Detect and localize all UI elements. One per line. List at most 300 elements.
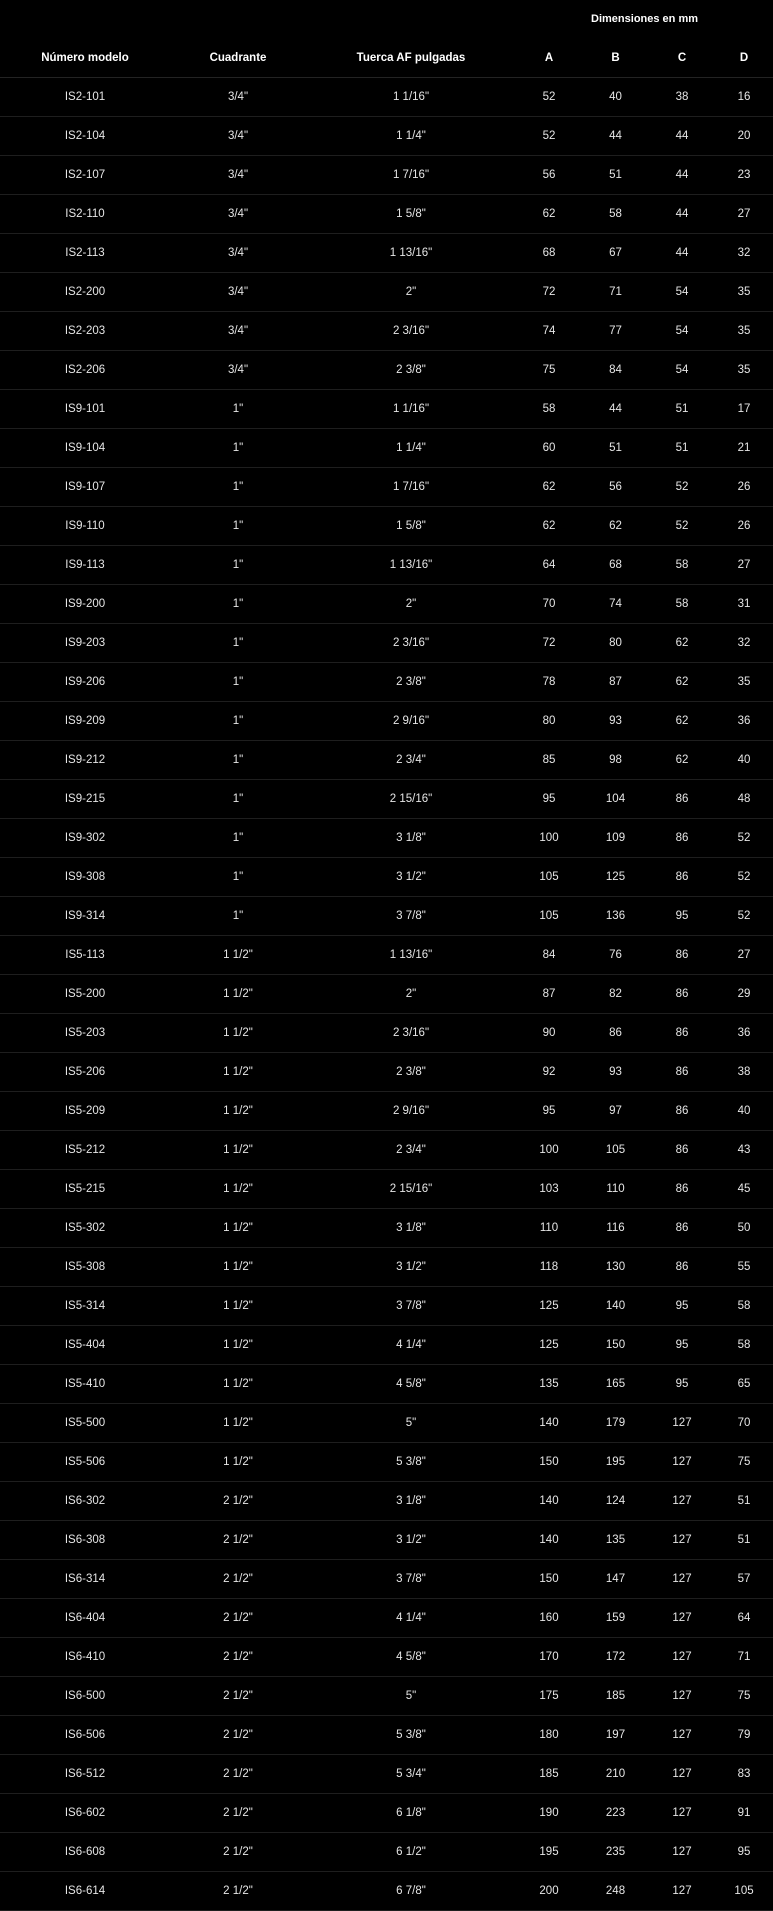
cell-cuadrante: 1" xyxy=(170,390,306,429)
cell-c: 58 xyxy=(649,585,715,624)
table-row xyxy=(0,117,773,156)
cell-model: IS6-512 xyxy=(0,1755,170,1794)
cell-tuerca: 1 5/8" xyxy=(306,195,516,234)
cell-c: 127 xyxy=(649,1443,715,1482)
cell-c: 86 xyxy=(649,858,715,897)
cell-tuerca: 3 1/8" xyxy=(306,1482,516,1521)
cell-c: 44 xyxy=(649,156,715,195)
cell-b: 210 xyxy=(582,1755,649,1794)
cell-a: 68 xyxy=(516,234,582,273)
cell-d: 95 xyxy=(715,1833,773,1872)
cell-b: 80 xyxy=(582,624,649,663)
cell-a: 62 xyxy=(516,468,582,507)
cell-b: 86 xyxy=(582,1014,649,1053)
cell-cuadrante: 1" xyxy=(170,702,306,741)
cell-cuadrante: 1 1/2" xyxy=(170,1287,306,1326)
cell-d: 57 xyxy=(715,1560,773,1599)
table-row xyxy=(0,1677,773,1716)
cell-cuadrante: 1 1/2" xyxy=(170,1092,306,1131)
cell-model: IS5-215 xyxy=(0,1170,170,1209)
cell-b: 93 xyxy=(582,702,649,741)
cell-c: 44 xyxy=(649,195,715,234)
cell-a: 118 xyxy=(516,1248,582,1287)
cell-d: 31 xyxy=(715,585,773,624)
cell-c: 54 xyxy=(649,312,715,351)
cell-model: IS9-302 xyxy=(0,819,170,858)
cell-tuerca: 5" xyxy=(306,1677,516,1716)
cell-a: 100 xyxy=(516,819,582,858)
table-header xyxy=(0,0,773,78)
cell-b: 125 xyxy=(582,858,649,897)
table-row xyxy=(0,1599,773,1638)
cell-b: 185 xyxy=(582,1677,649,1716)
cell-tuerca: 2" xyxy=(306,975,516,1014)
cell-d: 51 xyxy=(715,1482,773,1521)
cell-a: 62 xyxy=(516,507,582,546)
cell-b: 150 xyxy=(582,1326,649,1365)
cell-cuadrante: 1" xyxy=(170,663,306,702)
cell-model: IS2-206 xyxy=(0,351,170,390)
cell-model: IS5-506 xyxy=(0,1443,170,1482)
cell-cuadrante: 1 1/2" xyxy=(170,1443,306,1482)
cell-d: 32 xyxy=(715,624,773,663)
cell-tuerca: 1 13/16" xyxy=(306,546,516,585)
cell-model: IS5-203 xyxy=(0,1014,170,1053)
cell-a: 95 xyxy=(516,1092,582,1131)
cell-cuadrante: 1 1/2" xyxy=(170,1170,306,1209)
cell-a: 60 xyxy=(516,429,582,468)
cell-a: 62 xyxy=(516,195,582,234)
cell-a: 160 xyxy=(516,1599,582,1638)
cell-model: IS6-308 xyxy=(0,1521,170,1560)
cell-tuerca: 6 7/8" xyxy=(306,1872,516,1911)
cell-d: 105 xyxy=(715,1872,773,1911)
cell-d: 75 xyxy=(715,1677,773,1716)
cell-model: IS9-110 xyxy=(0,507,170,546)
cell-d: 43 xyxy=(715,1131,773,1170)
table-row xyxy=(0,1755,773,1794)
cell-cuadrante: 1 1/2" xyxy=(170,975,306,1014)
table-row xyxy=(0,1443,773,1482)
cell-tuerca: 3 7/8" xyxy=(306,1287,516,1326)
cell-d: 35 xyxy=(715,663,773,702)
cell-d: 65 xyxy=(715,1365,773,1404)
table-row xyxy=(0,1716,773,1755)
cell-model: IS5-314 xyxy=(0,1287,170,1326)
cell-d: 52 xyxy=(715,858,773,897)
cell-tuerca: 1 13/16" xyxy=(306,936,516,975)
cell-model: IS6-302 xyxy=(0,1482,170,1521)
cell-a: 70 xyxy=(516,585,582,624)
table-row xyxy=(0,156,773,195)
cell-c: 127 xyxy=(649,1794,715,1833)
cell-tuerca: 5 3/8" xyxy=(306,1716,516,1755)
table-row xyxy=(0,1638,773,1677)
cell-tuerca: 1 7/16" xyxy=(306,156,516,195)
cell-d: 35 xyxy=(715,351,773,390)
cell-a: 75 xyxy=(516,351,582,390)
cell-a: 175 xyxy=(516,1677,582,1716)
cell-model: IS9-113 xyxy=(0,546,170,585)
cell-a: 190 xyxy=(516,1794,582,1833)
cell-d: 23 xyxy=(715,156,773,195)
cell-cuadrante: 1" xyxy=(170,468,306,507)
cell-model: IS6-404 xyxy=(0,1599,170,1638)
cell-tuerca: 2 3/16" xyxy=(306,312,516,351)
col-header-cuadrante: Cuadrante xyxy=(170,38,306,78)
table-row xyxy=(0,1794,773,1833)
cell-a: 135 xyxy=(516,1365,582,1404)
cell-tuerca: 2 3/8" xyxy=(306,351,516,390)
table-row xyxy=(0,936,773,975)
cell-c: 62 xyxy=(649,624,715,663)
cell-model: IS5-308 xyxy=(0,1248,170,1287)
cell-tuerca: 1 1/4" xyxy=(306,429,516,468)
cell-c: 95 xyxy=(649,897,715,936)
cell-tuerca: 6 1/8" xyxy=(306,1794,516,1833)
cell-c: 86 xyxy=(649,1131,715,1170)
cell-a: 84 xyxy=(516,936,582,975)
cell-cuadrante: 2 1/2" xyxy=(170,1599,306,1638)
cell-model: IS5-410 xyxy=(0,1365,170,1404)
table-row xyxy=(0,1287,773,1326)
cell-d: 48 xyxy=(715,780,773,819)
cell-cuadrante: 3/4" xyxy=(170,351,306,390)
cell-a: 125 xyxy=(516,1287,582,1326)
cell-a: 80 xyxy=(516,702,582,741)
cell-c: 86 xyxy=(649,1053,715,1092)
table-row xyxy=(0,234,773,273)
cell-tuerca: 3 1/2" xyxy=(306,858,516,897)
table-row xyxy=(0,546,773,585)
cell-a: 64 xyxy=(516,546,582,585)
cell-b: 179 xyxy=(582,1404,649,1443)
cell-c: 95 xyxy=(649,1326,715,1365)
cell-d: 29 xyxy=(715,975,773,1014)
cell-b: 104 xyxy=(582,780,649,819)
cell-a: 56 xyxy=(516,156,582,195)
cell-b: 40 xyxy=(582,78,649,117)
cell-tuerca: 2" xyxy=(306,273,516,312)
cell-c: 95 xyxy=(649,1365,715,1404)
cell-b: 97 xyxy=(582,1092,649,1131)
cell-tuerca: 2 3/16" xyxy=(306,624,516,663)
cell-model: IS9-206 xyxy=(0,663,170,702)
cell-model: IS9-314 xyxy=(0,897,170,936)
cell-c: 127 xyxy=(649,1404,715,1443)
cell-d: 70 xyxy=(715,1404,773,1443)
cell-model: IS9-308 xyxy=(0,858,170,897)
table-row xyxy=(0,195,773,234)
cell-model: IS2-113 xyxy=(0,234,170,273)
cell-tuerca: 2 9/16" xyxy=(306,1092,516,1131)
cell-a: 78 xyxy=(516,663,582,702)
cell-c: 44 xyxy=(649,234,715,273)
cell-cuadrante: 2 1/2" xyxy=(170,1560,306,1599)
cell-d: 27 xyxy=(715,936,773,975)
cell-cuadrante: 1" xyxy=(170,546,306,585)
cell-model: IS2-104 xyxy=(0,117,170,156)
cell-c: 127 xyxy=(649,1755,715,1794)
cell-d: 75 xyxy=(715,1443,773,1482)
cell-cuadrante: 1" xyxy=(170,858,306,897)
cell-d: 58 xyxy=(715,1326,773,1365)
cell-c: 52 xyxy=(649,507,715,546)
cell-b: 82 xyxy=(582,975,649,1014)
cell-d: 52 xyxy=(715,897,773,936)
col-header-model: Número modelo xyxy=(0,38,170,78)
cell-tuerca: 1 1/4" xyxy=(306,117,516,156)
cell-cuadrante: 1 1/2" xyxy=(170,1365,306,1404)
cell-c: 54 xyxy=(649,273,715,312)
cell-d: 55 xyxy=(715,1248,773,1287)
cell-a: 87 xyxy=(516,975,582,1014)
cell-model: IS2-107 xyxy=(0,156,170,195)
cell-c: 86 xyxy=(649,1209,715,1248)
cell-tuerca: 3 7/8" xyxy=(306,1560,516,1599)
cell-a: 200 xyxy=(516,1872,582,1911)
cell-cuadrante: 2 1/2" xyxy=(170,1521,306,1560)
cell-c: 127 xyxy=(649,1599,715,1638)
cell-d: 27 xyxy=(715,546,773,585)
table-row xyxy=(0,1560,773,1599)
cell-a: 52 xyxy=(516,117,582,156)
cell-cuadrante: 1" xyxy=(170,585,306,624)
cell-d: 20 xyxy=(715,117,773,156)
table-row xyxy=(0,624,773,663)
table-row xyxy=(0,312,773,351)
cell-a: 72 xyxy=(516,624,582,663)
cell-tuerca: 2 3/4" xyxy=(306,1131,516,1170)
cell-b: 93 xyxy=(582,1053,649,1092)
cell-b: 195 xyxy=(582,1443,649,1482)
cell-model: IS9-104 xyxy=(0,429,170,468)
cell-cuadrante: 1 1/2" xyxy=(170,1053,306,1092)
cell-c: 127 xyxy=(649,1872,715,1911)
cell-tuerca: 2 9/16" xyxy=(306,702,516,741)
cell-model: IS5-206 xyxy=(0,1053,170,1092)
cell-cuadrante: 2 1/2" xyxy=(170,1872,306,1911)
cell-a: 105 xyxy=(516,897,582,936)
cell-tuerca: 2 3/16" xyxy=(306,1014,516,1053)
cell-a: 103 xyxy=(516,1170,582,1209)
table-row xyxy=(0,1482,773,1521)
cell-b: 51 xyxy=(582,156,649,195)
cell-tuerca: 6 1/2" xyxy=(306,1833,516,1872)
cell-cuadrante: 2 1/2" xyxy=(170,1833,306,1872)
cell-c: 51 xyxy=(649,390,715,429)
cell-tuerca: 2 15/16" xyxy=(306,1170,516,1209)
table-row xyxy=(0,1014,773,1053)
cell-a: 52 xyxy=(516,78,582,117)
cell-model: IS2-101 xyxy=(0,78,170,117)
cell-model: IS5-500 xyxy=(0,1404,170,1443)
cell-b: 248 xyxy=(582,1872,649,1911)
cell-tuerca: 1 1/16" xyxy=(306,78,516,117)
table-row xyxy=(0,1170,773,1209)
cell-tuerca: 2 3/4" xyxy=(306,741,516,780)
cell-d: 26 xyxy=(715,468,773,507)
cell-b: 172 xyxy=(582,1638,649,1677)
cell-model: IS2-203 xyxy=(0,312,170,351)
cell-tuerca: 4 1/4" xyxy=(306,1599,516,1638)
table-body xyxy=(0,78,773,1911)
cell-c: 38 xyxy=(649,78,715,117)
table-row xyxy=(0,780,773,819)
cell-b: 51 xyxy=(582,429,649,468)
cell-cuadrante: 1" xyxy=(170,819,306,858)
cell-model: IS9-215 xyxy=(0,780,170,819)
cell-cuadrante: 3/4" xyxy=(170,234,306,273)
cell-d: 16 xyxy=(715,78,773,117)
cell-c: 127 xyxy=(649,1638,715,1677)
cell-tuerca: 3 1/2" xyxy=(306,1521,516,1560)
table-row xyxy=(0,1131,773,1170)
cell-d: 91 xyxy=(715,1794,773,1833)
table-row xyxy=(0,741,773,780)
cell-cuadrante: 1 1/2" xyxy=(170,1131,306,1170)
cell-d: 26 xyxy=(715,507,773,546)
cell-cuadrante: 2 1/2" xyxy=(170,1794,306,1833)
table-row xyxy=(0,273,773,312)
table-row xyxy=(0,1053,773,1092)
cell-b: 56 xyxy=(582,468,649,507)
table-row xyxy=(0,351,773,390)
cell-b: 140 xyxy=(582,1287,649,1326)
cell-tuerca: 4 5/8" xyxy=(306,1365,516,1404)
cell-model: IS5-113 xyxy=(0,936,170,975)
cell-c: 62 xyxy=(649,741,715,780)
cell-b: 136 xyxy=(582,897,649,936)
cell-d: 52 xyxy=(715,819,773,858)
cell-cuadrante: 3/4" xyxy=(170,117,306,156)
table-row xyxy=(0,702,773,741)
col-header-a: A xyxy=(516,38,582,78)
column-header-row xyxy=(0,38,773,78)
cell-tuerca: 5 3/4" xyxy=(306,1755,516,1794)
cell-c: 127 xyxy=(649,1560,715,1599)
cell-b: 68 xyxy=(582,546,649,585)
cell-a: 125 xyxy=(516,1326,582,1365)
cell-a: 85 xyxy=(516,741,582,780)
cell-cuadrante: 1 1/2" xyxy=(170,1404,306,1443)
cell-cuadrante: 1" xyxy=(170,780,306,819)
cell-tuerca: 1 13/16" xyxy=(306,234,516,273)
cell-model: IS9-203 xyxy=(0,624,170,663)
cell-c: 127 xyxy=(649,1677,715,1716)
cell-d: 35 xyxy=(715,312,773,351)
table-row xyxy=(0,858,773,897)
table-row xyxy=(0,1365,773,1404)
cell-tuerca: 2 15/16" xyxy=(306,780,516,819)
cell-d: 38 xyxy=(715,1053,773,1092)
cell-a: 110 xyxy=(516,1209,582,1248)
cell-a: 72 xyxy=(516,273,582,312)
dimensions-group-header: Dimensiones en mm xyxy=(591,13,699,25)
cell-d: 17 xyxy=(715,390,773,429)
cell-cuadrante: 3/4" xyxy=(170,312,306,351)
col-header-c: C xyxy=(649,38,715,78)
cell-cuadrante: 1 1/2" xyxy=(170,1014,306,1053)
cell-cuadrante: 1 1/2" xyxy=(170,936,306,975)
cell-model: IS2-110 xyxy=(0,195,170,234)
cell-tuerca: 5" xyxy=(306,1404,516,1443)
table-row xyxy=(0,429,773,468)
cell-tuerca: 1 7/16" xyxy=(306,468,516,507)
table-row xyxy=(0,507,773,546)
cell-c: 62 xyxy=(649,702,715,741)
cell-a: 105 xyxy=(516,858,582,897)
cell-model: IS6-608 xyxy=(0,1833,170,1872)
cell-c: 86 xyxy=(649,1092,715,1131)
col-header-b: B xyxy=(582,38,649,78)
cell-cuadrante: 1" xyxy=(170,624,306,663)
cell-cuadrante: 2 1/2" xyxy=(170,1716,306,1755)
col-header-d: D xyxy=(715,38,773,78)
cell-model: IS9-209 xyxy=(0,702,170,741)
cell-c: 86 xyxy=(649,975,715,1014)
cell-c: 44 xyxy=(649,117,715,156)
cell-tuerca: 2 3/8" xyxy=(306,1053,516,1092)
cell-cuadrante: 1" xyxy=(170,429,306,468)
cell-b: 74 xyxy=(582,585,649,624)
cell-tuerca: 3 1/2" xyxy=(306,1248,516,1287)
cell-a: 140 xyxy=(516,1482,582,1521)
cell-tuerca: 2 3/8" xyxy=(306,663,516,702)
cell-b: 87 xyxy=(582,663,649,702)
cell-a: 150 xyxy=(516,1443,582,1482)
cell-c: 86 xyxy=(649,1014,715,1053)
cell-model: IS6-602 xyxy=(0,1794,170,1833)
cell-b: 135 xyxy=(582,1521,649,1560)
cell-c: 95 xyxy=(649,1287,715,1326)
cell-d: 50 xyxy=(715,1209,773,1248)
cell-a: 58 xyxy=(516,390,582,429)
cell-tuerca: 4 5/8" xyxy=(306,1638,516,1677)
cell-b: 124 xyxy=(582,1482,649,1521)
cell-d: 83 xyxy=(715,1755,773,1794)
cell-cuadrante: 2 1/2" xyxy=(170,1482,306,1521)
table-row xyxy=(0,1521,773,1560)
cell-cuadrante: 3/4" xyxy=(170,273,306,312)
cell-b: 77 xyxy=(582,312,649,351)
cell-b: 71 xyxy=(582,273,649,312)
cell-b: 109 xyxy=(582,819,649,858)
table-row xyxy=(0,1404,773,1443)
table-row xyxy=(0,390,773,429)
cell-d: 40 xyxy=(715,741,773,780)
cell-cuadrante: 3/4" xyxy=(170,195,306,234)
cell-cuadrante: 3/4" xyxy=(170,156,306,195)
cell-b: 105 xyxy=(582,1131,649,1170)
cell-a: 100 xyxy=(516,1131,582,1170)
cell-d: 36 xyxy=(715,702,773,741)
cell-c: 52 xyxy=(649,468,715,507)
cell-d: 64 xyxy=(715,1599,773,1638)
cell-b: 147 xyxy=(582,1560,649,1599)
cell-c: 86 xyxy=(649,819,715,858)
table-row xyxy=(0,663,773,702)
cell-b: 67 xyxy=(582,234,649,273)
cell-model: IS6-506 xyxy=(0,1716,170,1755)
cell-cuadrante: 1" xyxy=(170,741,306,780)
table-row xyxy=(0,975,773,1014)
cell-c: 127 xyxy=(649,1833,715,1872)
cell-d: 51 xyxy=(715,1521,773,1560)
cell-d: 35 xyxy=(715,273,773,312)
cell-b: 159 xyxy=(582,1599,649,1638)
table-row xyxy=(0,819,773,858)
